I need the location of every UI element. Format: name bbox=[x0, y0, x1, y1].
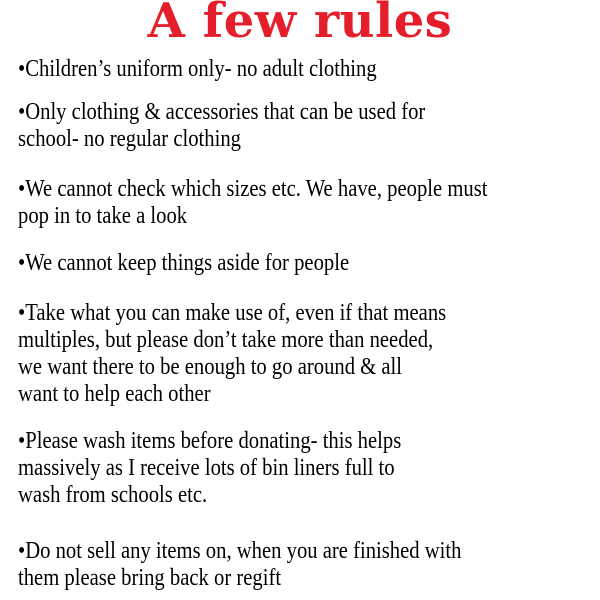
rule-item-1 bbox=[18, 56, 508, 83]
rule-line: •Please wash items before donating- this helps bbox=[18, 428, 402, 454]
rule-line: massively as I receive lots of bin liners full to bbox=[18, 455, 395, 481]
rule-line: multiples, but please don’t take more than needed, bbox=[18, 327, 434, 353]
rule-line: them please bring back or regift bbox=[18, 565, 282, 591]
rule-line: school- no regular clothing bbox=[18, 126, 241, 152]
rule-line: pop in to take a look bbox=[18, 203, 188, 229]
rule-line: •Children’s uniform only- no adult clothing bbox=[18, 56, 377, 82]
rule-item-6 bbox=[18, 428, 508, 509]
rule-item-4 bbox=[18, 250, 508, 277]
rule-line: want to help each other bbox=[18, 381, 211, 407]
rule-line: •Do not sell any items on, when you are finished with bbox=[18, 538, 462, 564]
rule-line: wash from schools etc. bbox=[18, 482, 208, 508]
rule-item-7 bbox=[18, 538, 508, 592]
rule-item-3 bbox=[18, 176, 508, 230]
rule-item-2 bbox=[18, 99, 508, 153]
rule-line: we want there to be enough to go around & all bbox=[18, 354, 403, 380]
rule-item-5 bbox=[18, 300, 508, 408]
page-title: A few rules bbox=[147, 0, 453, 49]
rule-line: •Take what you can make use of, even if that means bbox=[18, 300, 447, 326]
rule-line: •Only clothing & accessories that can be used for bbox=[18, 99, 426, 125]
rule-line: •We cannot check which sizes etc. We have, people must bbox=[18, 176, 488, 202]
rule-line: •We cannot keep things aside for people bbox=[18, 250, 350, 276]
